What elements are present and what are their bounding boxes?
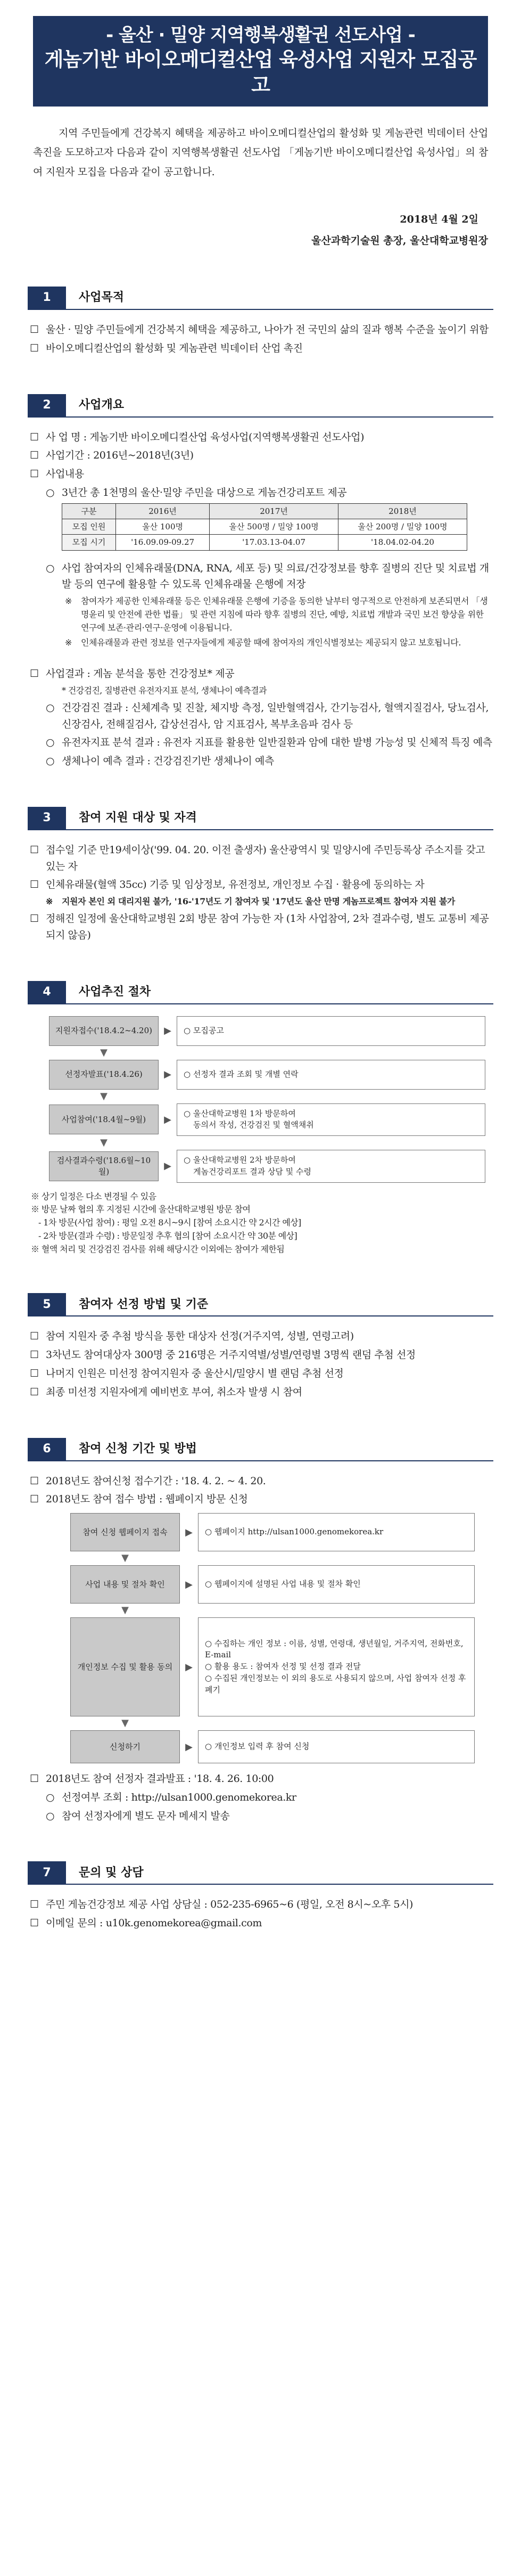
list-item: ☐ 참여 지원자 중 추첨 방식을 통한 대상자 선정(거주지역, 성별, 연령고려) <box>30 1328 493 1345</box>
circle-bullet-icon: ○ <box>46 755 55 767</box>
arrow-down-icon: ▼ <box>121 1552 129 1564</box>
table-header-cell: 2018년 <box>338 503 467 519</box>
section-4-header <box>28 981 493 1004</box>
section-number: 6 <box>28 1438 66 1460</box>
sub-item: ○ 참여 선정자에게 별도 문자 메세지 발송 <box>46 1808 493 1825</box>
list-item: ☐ 2018년도 참여 선정자 결과발표 : '18. 4. 26. 10:00 <box>30 1771 493 1787</box>
table-cell: 모집 시기 <box>62 535 116 550</box>
section-title: 문의 및 상담 <box>79 1866 144 1879</box>
checkbox-icon: ☐ <box>30 879 39 891</box>
section-title: 사업추진 절차 <box>79 985 151 999</box>
circle-bullet-icon: ○ <box>46 1791 55 1803</box>
note-line: ※ 혈액 처리 및 건강검진 검사를 위해 해당시간 이외에는 참여가 제한됨 <box>31 1244 285 1254</box>
flow-step-box: 선정자발표('18.4.26) <box>49 1060 159 1090</box>
note-mark-icon: ※ <box>65 596 72 607</box>
list-item: ☐ 사업기간 : 2016년~2018년(3년) <box>30 447 493 464</box>
arrow-down-icon: ▼ <box>100 1090 107 1102</box>
flow-step-description: ○ 웹페이지에 설명된 사업 내용 및 절차 확인 <box>198 1565 475 1604</box>
note-line: ※ 상기 일정은 다소 변경될 수 있음 <box>31 1191 156 1201</box>
sub-item: ○ 생체나이 예측 결과 : 건강검진기반 생체나이 예측 <box>46 753 493 770</box>
flow-step-box: 지원자접수('18.4.2~4.20) <box>49 1016 159 1046</box>
flow-step-description: ○ 선정자 결과 조회 및 개별 연락 <box>177 1060 485 1090</box>
flow-step <box>49 1103 485 1136</box>
list-item: ☐ 이메일 문의 : u10k.genomekorea@gmail.com <box>30 1915 493 1932</box>
section-1-header <box>28 287 493 310</box>
section-5-header <box>28 1293 493 1316</box>
checkbox-icon: ☐ <box>30 1917 39 1929</box>
table-cell: '17.03.13-04.07 <box>210 535 338 550</box>
arrow-right-icon: ▶ <box>164 1114 171 1125</box>
arrow-down-icon: ▼ <box>121 1718 129 1729</box>
section-title: 사업개요 <box>79 398 125 412</box>
flow-step-description: ○ 개인정보 입력 후 참여 신청 <box>198 1730 475 1763</box>
section-title: 사업목적 <box>79 291 125 305</box>
flow-step <box>70 1730 475 1763</box>
section-number: 1 <box>28 287 66 309</box>
section-number: 2 <box>28 394 66 416</box>
table-cell: '18.04.02-04.20 <box>338 535 467 550</box>
flow-step <box>49 1060 485 1090</box>
section-6-header <box>28 1438 493 1461</box>
note-line: - 1차 방문(사업 참여) : 평일 오전 8시~9시 [참여 소요시간 약 2시간 예상] <box>38 1217 301 1228</box>
flow-step-description: ○ 모집공고 <box>177 1016 485 1046</box>
list-item: ☐ 주민 게놈건강정보 제공 사업 상담실 : 052-235-6965~6 (평일, 오전 8시~오후 5시) <box>30 1896 493 1913</box>
section-number: 4 <box>28 981 66 1003</box>
checkbox-icon: ☐ <box>30 431 39 443</box>
arrow-down-icon: ▼ <box>100 1137 107 1148</box>
table-cell: 울산 500명 / 밀양 100명 <box>210 519 338 535</box>
announcing-organization: 울산과학기술원 총장, 울산대학교병원장 <box>311 235 488 247</box>
list-item: ☐ 3차년도 참여대상자 300명 중 216명은 거주지역별/성별/연령별 3명씩 랜덤 추첨 선정 <box>30 1347 493 1363</box>
note-mark-icon: ※ <box>65 637 72 648</box>
section-3-header <box>28 807 493 830</box>
sub-item: ○ 사업 참여자의 인체유래물(DNA, RNA, 세포 등) 및 의료/건강정보를 향후 질병의 진단 및 치료법 개발 등의 연구에 활용할 수 있도록 인체유래물 은행에 저장 <box>46 560 493 593</box>
note-item: ※ 지원자 본인 외 대리지원 불가, '16-'17년도 기 참여자 및 '17년도 울산 만명 게놈프로젝트 참여자 지원 불가 <box>46 895 493 909</box>
checkbox-icon: ☐ <box>30 1493 39 1506</box>
arrow-right-icon: ▶ <box>164 1160 171 1172</box>
arrow-down-icon: ▼ <box>100 1046 107 1058</box>
list-item: ☐ 정해진 일정에 울산대학교병원 2회 방문 참여 가능한 자 (1차 사업참여, 2차 결과수령, 별도 교통비 제공되지 않음) <box>30 911 493 944</box>
checkbox-icon: ☐ <box>30 1368 39 1380</box>
title-line-2: 게놈기반 바이오메디컬산업 육성사업 지원자 모집공고 <box>44 48 477 97</box>
section-title: 참여 신청 기간 및 방법 <box>79 1442 197 1455</box>
note-item: ※ 인체유래물과 관련 정보를 연구자들에게 제공할 때에 참여자의 개인식별정보는 제공되지 않고 보호됩니다. <box>65 636 493 650</box>
flow-step-description: ○ 웹페이지 http://ulsan1000.genomekorea.kr <box>198 1513 475 1551</box>
circle-bullet-icon: ○ <box>46 487 55 499</box>
recruitment-schedule-table <box>62 503 467 551</box>
table-cell: 울산 200명 / 밀양 100명 <box>338 519 467 535</box>
process-flow <box>49 1016 485 1183</box>
section-number: 7 <box>28 1861 66 1884</box>
section-number: 5 <box>28 1293 66 1315</box>
arrow-right-icon: ▶ <box>185 1741 193 1753</box>
table-header-cell: 구분 <box>62 503 116 519</box>
flow-step-box: 참여 신청 웹페이지 접속 <box>70 1513 180 1551</box>
section-title: 참여자 선정 방법 및 기준 <box>79 1297 209 1311</box>
table-row <box>62 519 467 535</box>
intro-paragraph: 지역 주민들에게 건강복지 혜택을 제공하고 바이오메디컬산업의 활성화 및 게놈관련 빅데이터 산업 촉진을 도모하고자 다음과 같이 지역행복생활권 선도사업 「게놈기반 바이오메디컬산업 육성사업」의 참여 지원자 모집을 다음과 같이 공고합니다. <box>33 127 488 178</box>
circle-bullet-icon: ○ <box>46 562 55 574</box>
section-title: 참여 지원 대상 및 자격 <box>79 811 197 825</box>
table-header-cell: 2017년 <box>210 503 338 519</box>
table-cell: 울산 100명 <box>116 519 210 535</box>
table-header-cell: 2016년 <box>116 503 210 519</box>
checkbox-icon: ☐ <box>30 324 39 336</box>
list-item: ☐ 사업내용 <box>30 466 493 483</box>
checkbox-icon: ☐ <box>30 844 39 856</box>
list-item: ☐ 나머지 인원은 미선정 참여지원자 중 울산시/밀양시 별 랜덤 추첨 선정 <box>30 1365 493 1382</box>
checkbox-icon: ☐ <box>30 1330 39 1343</box>
flow-step <box>49 1150 485 1183</box>
sub-item: ○ 선정여부 조회 : http://ulsan1000.genomekorea.kr <box>46 1789 493 1806</box>
flow-step-box: 사업 내용 및 절차 확인 <box>70 1565 180 1604</box>
table-row <box>62 535 467 550</box>
title-banner <box>33 16 488 107</box>
note-line: - 2차 방문(결과 수령) : 방문일정 추후 협의 [참여 소요시간 약 30분 예상] <box>38 1230 297 1241</box>
sub-item: ○ 3년간 총 1천명의 울산·밀양 주민을 대상으로 게놈건강리포트 제공 <box>46 485 493 501</box>
list-item: ☐ 바이오메디컬산업의 활성화 및 게놈관련 빅데이터 산업 촉진 <box>30 340 493 357</box>
flow-step-description: ○ 울산대학교병원 1차 방문하여 동의서 작성, 건강검진 및 혈액채취 <box>177 1103 485 1136</box>
checkbox-icon: ☐ <box>30 1386 39 1398</box>
table-header-row <box>62 503 467 519</box>
checkbox-icon: ☐ <box>30 1899 39 1911</box>
flow-step <box>70 1513 475 1551</box>
flow-step <box>49 1016 485 1046</box>
flow-step-box: 신청하기 <box>70 1730 180 1763</box>
flow-step <box>70 1617 475 1716</box>
circle-bullet-icon: ○ <box>46 1810 55 1822</box>
list-item: ☐ 인체유래물(혈액 35cc) 기증 및 임상정보, 유전정보, 개인정보 수집 · 활용에 동의하는 자 <box>30 877 493 893</box>
checkbox-icon: ☐ <box>30 342 39 354</box>
announcement-date: 2018년 4월 2일 <box>400 213 478 225</box>
sub-item: ○ 건강검진 결과 : 신체계측 및 진찰, 체지방 측정, 일반혈액검사, 간기능검사, 혈액지질검사, 당뇨검사, 신장검사, 전해질검사, 갑상선검사, 암 지표검사, 복부초음파 검사 등 <box>46 700 493 733</box>
checkbox-icon: ☐ <box>30 668 39 680</box>
section-number: 3 <box>28 807 66 829</box>
result-footnote: * 건강검진, 질병관련 유전자지표 분석, 생체나이 예측결과 <box>62 685 267 696</box>
section-7-header <box>28 1861 493 1885</box>
flow-step-box: 검사결과수령('18.6월~10월) <box>49 1151 159 1181</box>
checkbox-icon: ☐ <box>30 912 39 925</box>
note-line: ※ 방문 날짜 협의 후 지정된 시간에 울산대학교병원 방문 참여 <box>31 1204 251 1215</box>
flow-step-box: 개인정보 수집 및 활용 동의 <box>70 1617 180 1716</box>
list-item: ☐ 2018년도 참여 접수 방법 : 웹페이지 방문 신청 <box>30 1491 493 1508</box>
schedule-notes <box>31 1190 493 1256</box>
arrow-down-icon: ▼ <box>121 1605 129 1616</box>
sub-item: ○ 유전자지표 분석 결과 : 유전자 지표를 활용한 일반질환과 암에 대한 발병 가능성 및 신체적 특징 예측 <box>46 734 493 751</box>
list-item: ☐ 사업결과 : 게놈 분석을 통한 건강정보* 제공 <box>30 666 493 682</box>
arrow-right-icon: ▶ <box>164 1068 171 1080</box>
circle-bullet-icon: ○ <box>46 701 55 714</box>
arrow-right-icon: ▶ <box>164 1025 171 1036</box>
checkbox-icon: ☐ <box>30 468 39 480</box>
list-item: ☐ 2018년도 참여신청 접수기간 : '18. 4. 2. ~ 4. 20. <box>30 1473 493 1490</box>
arrow-right-icon: ▶ <box>185 1526 193 1538</box>
table-cell: '16.09.09-09.27 <box>116 535 210 550</box>
arrow-right-icon: ▶ <box>185 1579 193 1590</box>
list-item: ☐ 최종 미선정 지원자에게 예비번호 부여, 취소자 발생 시 참여 <box>30 1384 493 1401</box>
note-item: ※ 참여자가 제공한 인체유래물 등은 인체유래물 은행에 기증을 동의한 날부터 영구적으로 안전하게 보존되면서 「생명윤리 및 안전에 관한 법률」 및 관련 지침에 따라 향후 질병의 진단, 예방, 치료법 개발과 국민 보건 향상을 위한 연구에 보존·관리·연구·운영에 이용됩니다. <box>65 595 493 634</box>
note-mark-icon: ※ <box>46 896 53 907</box>
checkbox-icon: ☐ <box>30 1349 39 1361</box>
checkbox-icon: ☐ <box>30 1773 39 1785</box>
flow-step-box: 사업참여('18.4월~9월) <box>49 1105 159 1134</box>
flow-step-description: ○ 수집하는 개인 정보 : 이름, 성별, 연령대, 생년월일, 거주지역, 전화번호, E-mail ○ 활용 용도 : 참여자 선정 및 선정 결과 전달 ○ 수집된 개인정보는 이 외의 용도로 사용되지 않으며, 사업 참여자 선정 후 폐기 <box>198 1617 475 1716</box>
section-2-header <box>28 394 493 418</box>
table-cell: 모집 인원 <box>62 519 116 535</box>
list-item: ☐ 울산 · 밀양 주민들에게 건강복지 혜택을 제공하고, 나아가 전 국민의 삶의 질과 행복 수준을 높이기 위함 <box>30 322 493 338</box>
checkbox-icon: ☐ <box>30 449 39 462</box>
list-item: ☐ 접수일 기준 만19세이상('99. 04. 20. 이전 출생자) 울산광역시 및 밀양시에 주민등록상 주소지를 갖고 있는 자 <box>30 842 493 875</box>
circle-bullet-icon: ○ <box>46 737 55 749</box>
flow-step-description: ○ 울산대학교병원 2차 방문하여 게놈건강리포트 결과 상담 및 수령 <box>177 1150 485 1183</box>
arrow-right-icon: ▶ <box>185 1661 193 1673</box>
list-item: ☐ 사 업 명 : 게놈기반 바이오메디컬산업 육성사업(지역행복생활권 선도사업) <box>30 429 493 446</box>
application-flow <box>70 1513 475 1763</box>
title-line-1: - 울산 · 밀양 지역행복생활권 선도사업 - <box>106 24 415 46</box>
flow-step <box>70 1565 475 1604</box>
checkbox-icon: ☐ <box>30 1475 39 1487</box>
